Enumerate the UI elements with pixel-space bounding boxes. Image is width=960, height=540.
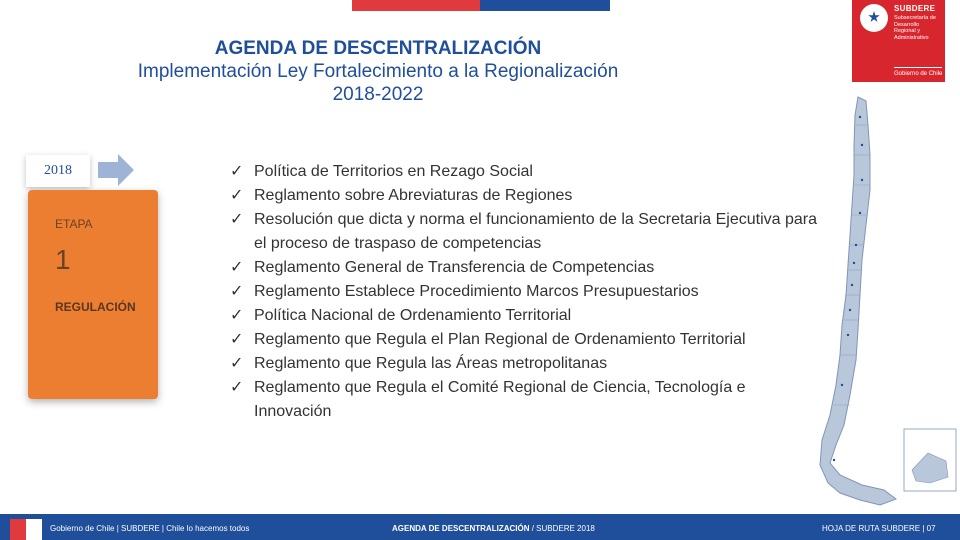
page-years: 2018-2022 bbox=[332, 84, 424, 105]
footer-flag-white bbox=[26, 519, 42, 540]
list-item bbox=[230, 304, 820, 328]
list-item bbox=[230, 256, 820, 280]
stage-etapa-label: ETAPA bbox=[55, 217, 93, 231]
footer-page-label: HOJA DE RUTA SUBDERE | 07 bbox=[822, 524, 936, 533]
government-emblem-icon bbox=[860, 4, 888, 32]
footer-center-rest: / SUBDERE 2018 bbox=[529, 524, 595, 533]
footer-bar bbox=[0, 514, 960, 540]
top-color-strip bbox=[352, 0, 610, 11]
list-item bbox=[230, 280, 820, 304]
top-strip-red bbox=[352, 0, 480, 11]
footer-center-bold: AGENDA DE DESCENTRALIZACIÓN bbox=[392, 524, 530, 533]
footer-flag-icon bbox=[10, 519, 42, 540]
check-icon: ✓ bbox=[230, 259, 244, 276]
list-item bbox=[230, 328, 820, 352]
check-icon: ✓ bbox=[230, 211, 244, 228]
logo-government-label: Gobierno de Chile bbox=[894, 71, 943, 77]
list-item bbox=[230, 352, 820, 376]
list-item-text: Reglamento Establece Procedimiento Marcos Presupuestarios bbox=[254, 283, 699, 300]
list-item-text: Reglamento que Regula las Áreas metropolitanas bbox=[254, 355, 608, 372]
chile-map-icon bbox=[800, 95, 960, 510]
check-icon: ✓ bbox=[230, 283, 244, 300]
logo-divider bbox=[894, 67, 942, 68]
check-icon: ✓ bbox=[230, 379, 244, 396]
list-item bbox=[230, 160, 820, 184]
top-strip-blue bbox=[480, 0, 610, 11]
logo-subtitle: Subsecretaría de Desarrollo Regional y Administrativo bbox=[894, 15, 936, 41]
check-icon: ✓ bbox=[230, 331, 244, 348]
stage-number: 1 bbox=[55, 244, 71, 275]
page-title: AGENDA DE DESCENTRALIZACIÓN bbox=[214, 38, 542, 59]
logo-brand: SUBDERE bbox=[894, 4, 936, 13]
check-icon: ✓ bbox=[230, 163, 244, 180]
list-item bbox=[230, 376, 820, 424]
list-item-text: Reglamento que Regula el Comité Regional de Ciencia, Tecnología e Innovación bbox=[254, 379, 746, 420]
footer-flag-red bbox=[10, 519, 26, 540]
list-item bbox=[230, 208, 820, 256]
subdere-logo bbox=[852, 0, 945, 82]
list-item-text: Resolución que dicta y norma el funcionamiento de la Secretaria Ejecutiva para el proceso de traspaso de competencias bbox=[254, 211, 817, 252]
footer-center-text bbox=[392, 524, 595, 533]
year-label: 2018 bbox=[26, 155, 90, 187]
list-item-text: Reglamento que Regula el Plan Regional de Ordenamiento Territorial bbox=[254, 331, 746, 348]
stage-card bbox=[28, 190, 158, 399]
check-icon: ✓ bbox=[230, 355, 244, 372]
footer-left-text: Gobierno de Chile | SUBDERE | Chile lo hacemos todos bbox=[50, 524, 250, 533]
list-item bbox=[230, 184, 820, 208]
chile-map bbox=[800, 95, 960, 510]
arrow-right-icon bbox=[98, 154, 134, 186]
list-item-text: Política Nacional de Ordenamiento Territorial bbox=[254, 307, 572, 324]
list-item-text: Reglamento General de Transferencia de Competencias bbox=[254, 259, 655, 276]
list-item-text: Reglamento sobre Abreviaturas de Regiones bbox=[254, 187, 573, 204]
list-item-text: Política de Territorios en Rezago Social bbox=[254, 163, 533, 180]
page-subtitle: Implementación Ley Fortalecimiento a la Regionalización bbox=[137, 61, 619, 82]
stage-name: REGULACIÓN bbox=[55, 300, 136, 314]
check-icon: ✓ bbox=[230, 187, 244, 204]
regulation-checklist bbox=[230, 160, 820, 424]
check-icon: ✓ bbox=[230, 307, 244, 324]
